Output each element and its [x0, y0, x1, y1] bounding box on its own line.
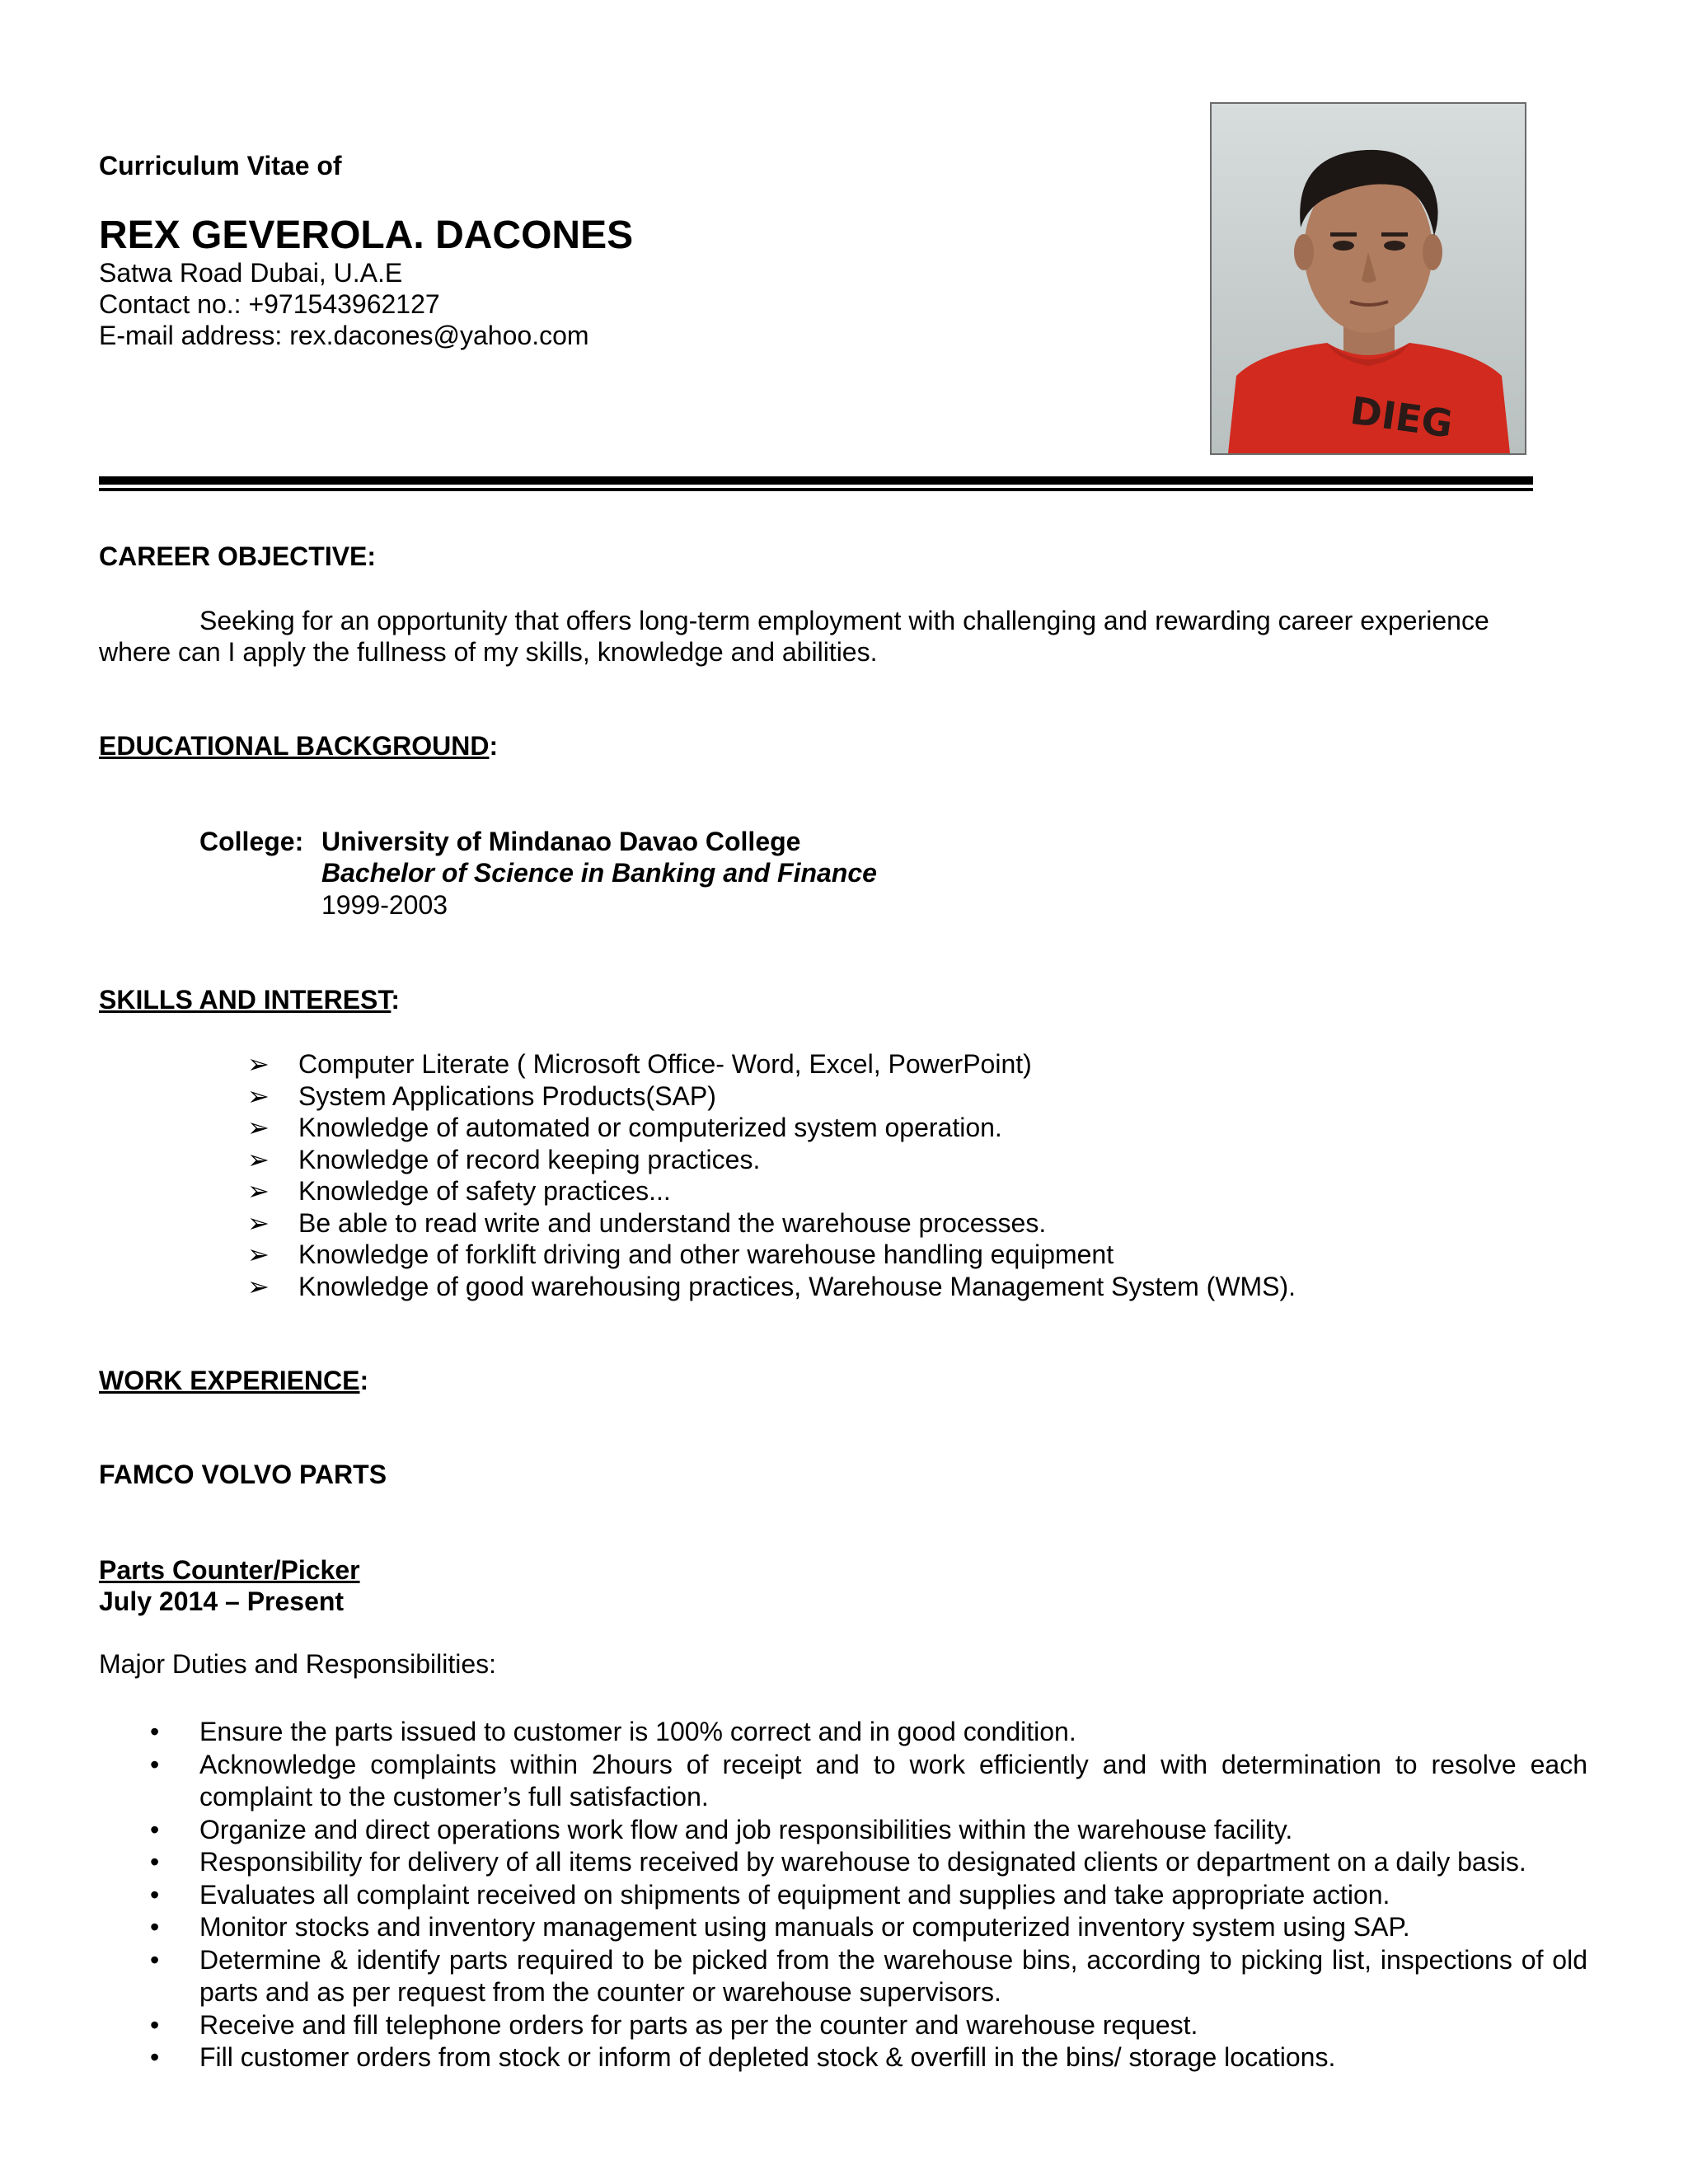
phone: Contact no.: +971543962127 [99, 289, 440, 319]
education-heading-text: EDUCATIONAL BACKGROUND [99, 731, 490, 761]
person-photo-icon [1212, 104, 1525, 453]
list-item: • Ensure the parts issued to customer is 100% correct and in good condition. [148, 1716, 1587, 1749]
job-dates: July 2014 – Present [99, 1586, 345, 1616]
skills-heading [99, 984, 400, 1015]
bullet-icon: • [150, 2042, 160, 2072]
list-item: • Responsibility for delivery of all items received by warehouse to designated clients or department on a daily basis. [148, 1846, 1587, 1879]
arrow-bullet-icon: ➢ [247, 1176, 270, 1206]
list-item: ➢ Knowledge of record keeping practices. [247, 1144, 761, 1174]
bullet-icon: • [150, 1717, 160, 1746]
arrow-bullet-icon: ➢ [247, 1049, 270, 1079]
list-item: • Evaluates all complaint received on shipments of equipment and supplies and take appropriate action. [148, 1879, 1587, 1912]
address: Satwa Road Dubai, U.A.E [99, 258, 403, 288]
cv-label: Curriculum Vitae of [99, 151, 342, 180]
bullet-icon: • [150, 1814, 160, 1844]
list-item: ➢ Knowledge of automated or computerized system operation. [247, 1113, 1002, 1142]
college-label: College: [199, 827, 304, 856]
career-objective-text: Seeking for an opportunity that offers long-term employment with challenging and rewarding career experience where can I apply the fullness of my skills, knowledge and abilities. [99, 606, 1489, 667]
skills-heading-colon: : [391, 985, 401, 1015]
college-name: University of Mindanao Davao College [321, 827, 801, 856]
skills-heading-text: SKILLS AND INTEREST [99, 985, 392, 1015]
applicant-name: REX GEVEROLA. DACONES [99, 213, 634, 257]
list-item: ➢ Knowledge of safety practices... [247, 1176, 671, 1206]
education-heading-colon: : [489, 731, 499, 761]
bullet-icon: • [150, 2009, 160, 2040]
list-item: ➢ System Applications Products(SAP) [247, 1080, 716, 1111]
list-item: • Receive and fill telephone orders for parts as per the counter and warehouse request. [148, 2009, 1587, 2042]
svg-text:DIEG: DIEG [1348, 387, 1456, 447]
list-item: • Determine & identify parts required to be picked from the warehouse bins, according to picking list, inspections of old parts and as per request from the counter or warehouse supervisors. [150, 1944, 1587, 2007]
arrow-bullet-icon: ➢ [247, 1240, 270, 1269]
work-heading-text: WORK EXPERIENCE [99, 1366, 360, 1395]
list-item: • Monitor stocks and inventory management using manuals or computerized inventory system using SAP. [148, 1911, 1587, 1944]
header-divider-thin [99, 488, 1533, 491]
list-item: • Organize and direct operations work flow and job responsibilities within the warehouse facility. [148, 1814, 1587, 1847]
bullet-icon: • [150, 1749, 160, 1779]
bullet-icon: • [150, 1912, 160, 1942]
contact-block [99, 257, 589, 351]
arrow-bullet-icon: ➢ [247, 1080, 270, 1111]
bullet-icon: • [150, 1879, 160, 1910]
list-item: ➢ Knowledge of forklift driving and other warehouse handling equipment [247, 1240, 1114, 1269]
list-item: ➢ Be able to read write and understand the warehouse processes. [247, 1207, 1047, 1238]
skills-list [247, 1048, 1296, 1302]
duties-label: Major Duties and Responsibilities: [99, 1649, 496, 1679]
person-photo [1210, 102, 1526, 455]
list-item: • Fill customer orders from stock or inform of depleted stock & overfill in the bins/ storage locations. [148, 2041, 1587, 2074]
company-name: FAMCO VOLVO PARTS [99, 1460, 387, 1489]
email: E-mail address: rex.dacones@yahoo.com [99, 321, 589, 350]
arrow-bullet-icon: ➢ [247, 1144, 270, 1174]
job-title: Parts Counter/Picker [99, 1555, 360, 1585]
bullet-icon: • [150, 1944, 160, 1975]
list-item: ➢ Computer Literate ( Microsoft Office- Word, Excel, PowerPoint) [247, 1049, 1032, 1079]
work-heading-colon: : [359, 1366, 369, 1395]
education-heading [99, 730, 498, 762]
duties-list [148, 1716, 1587, 2074]
bullet-icon: • [150, 1847, 160, 1877]
arrow-bullet-icon: ➢ [247, 1271, 270, 1301]
arrow-bullet-icon: ➢ [247, 1113, 270, 1142]
list-item: ➢ Knowledge of good warehousing practices, Warehouse Management System (WMS). [247, 1271, 1296, 1301]
college-degree: Bachelor of Science in Banking and Finance [321, 858, 877, 888]
header-divider-thick [99, 476, 1533, 485]
work-heading [99, 1365, 368, 1396]
arrow-bullet-icon: ➢ [247, 1207, 270, 1238]
career-objective-heading: CAREER OBJECTIVE: [99, 541, 377, 571]
college-years: 1999-2003 [321, 890, 448, 920]
list-item: • Acknowledge complaints within 2hours of receipt and to work efficiently and with determination to resolve each complaint to the customer’s full satisfaction. [150, 1749, 1587, 1811]
